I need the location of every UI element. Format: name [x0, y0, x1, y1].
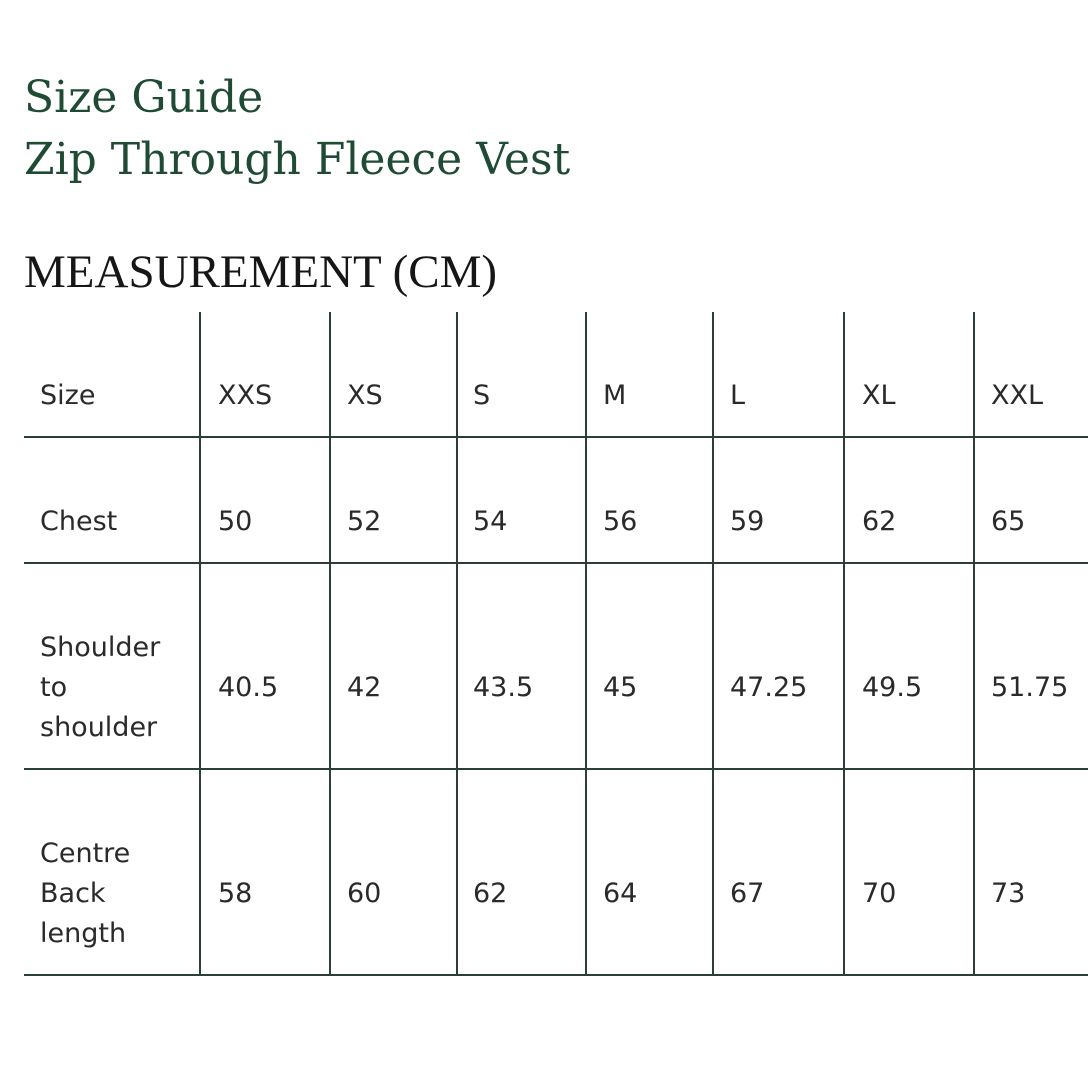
measurement-cell: 56 [603, 506, 638, 537]
measurement-cell: 54 [473, 506, 508, 537]
measurement-cell: 51.75 [991, 672, 1069, 703]
column-divider [712, 312, 714, 976]
row-divider [24, 974, 1088, 976]
measurement-cell: 67 [730, 878, 765, 909]
column-divider [199, 312, 201, 976]
size-header-cell: S [473, 380, 491, 411]
measurement-cell: 50 [218, 506, 253, 537]
measurement-cell: 52 [347, 506, 382, 537]
measurement-cell: 60 [347, 878, 382, 909]
size-header-cell: XXS [218, 380, 273, 411]
size-header-cell: XL [862, 380, 896, 411]
measurement-cell: 62 [473, 878, 508, 909]
product-name: Zip Through Fleece Vest [24, 134, 571, 185]
measurement-cell: 70 [862, 878, 897, 909]
row-label: Shoulder to shoulder [40, 632, 161, 743]
measurement-cell: 64 [603, 878, 638, 909]
size-header-label: Size [40, 380, 96, 411]
size-header-cell: M [603, 380, 627, 411]
measurement-heading: MEASUREMENT (CM) [24, 246, 498, 298]
measurement-cell: 59 [730, 506, 765, 537]
column-divider [973, 312, 975, 976]
column-divider [843, 312, 845, 976]
measurement-cell: 73 [991, 878, 1026, 909]
measurement-cell: 42 [347, 672, 382, 703]
measurement-cell: 43.5 [473, 672, 534, 703]
row-label: Centre Back length [40, 838, 131, 949]
measurement-cell: 49.5 [862, 672, 923, 703]
measurement-cell: 65 [991, 506, 1026, 537]
size-header-cell: XS [347, 380, 383, 411]
measurement-cell: 62 [862, 506, 897, 537]
measurement-cell: 40.5 [218, 672, 279, 703]
row-divider [24, 436, 1088, 438]
size-header-cell: XXL [991, 380, 1044, 411]
measurement-cell: 58 [218, 878, 253, 909]
size-guide-title: Size Guide [24, 72, 264, 123]
measurement-cell: 45 [603, 672, 638, 703]
row-divider [24, 562, 1088, 564]
row-divider [24, 768, 1088, 770]
column-divider [329, 312, 331, 976]
row-label: Chest [40, 506, 118, 537]
column-divider [585, 312, 587, 976]
measurement-cell: 47.25 [730, 672, 808, 703]
size-header-cell: L [730, 380, 746, 411]
column-divider [456, 312, 458, 976]
